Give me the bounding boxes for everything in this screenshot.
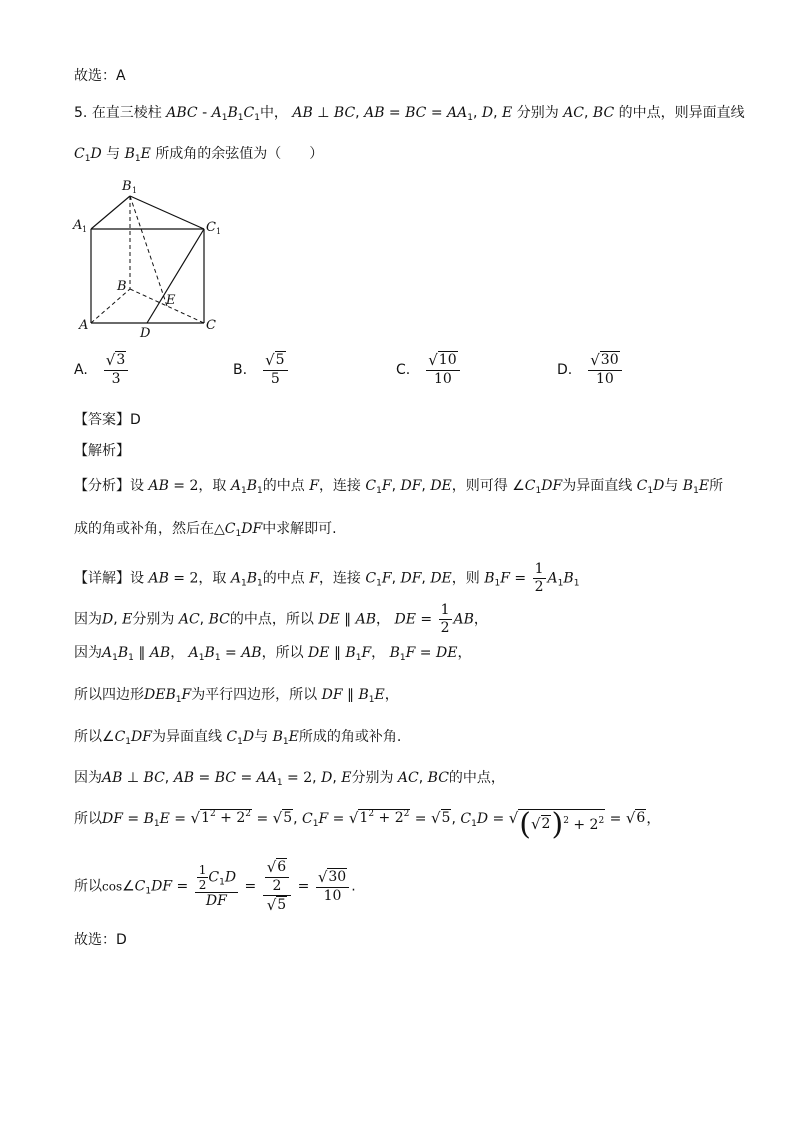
- answer-line: 【答案】D: [74, 412, 141, 428]
- detail-line-3: 因为$A_1B_1$ ∥ AB， $A_1B_1$ = AB，所以 DE ∥ $B_1F$， $B_1F$ = DE，: [74, 645, 472, 663]
- label-e: E: [166, 293, 176, 308]
- detail-line-2: 因为D, E分别为 AC, BC的中点，所以 DE ∥ AB， DE = $\frac{1}{2}$ AB，: [74, 602, 488, 636]
- problem-line-1: 5. 在直三棱柱 ABC - $A_1B_1C_1$中， AB ⊥ BC, AB = BC = $AA_1$, D, E 分别为 AC, BC 的中点，则异面直线: [74, 105, 745, 123]
- label-b1: B: [122, 179, 132, 194]
- option-d[interactable]: D. √ 30 10: [557, 351, 624, 388]
- detail-line-8: 所以$\cos\angle C_1DF$ = $\frac{1}{2}$ $C_1D$ DF = √ 6 2 √ 5 = √ 30 10 .: [74, 858, 356, 914]
- option-b[interactable]: B. √ 5 5: [233, 351, 290, 388]
- option-c[interactable]: C. √ 10 10: [396, 351, 462, 388]
- jiexi-heading: 【解析】: [74, 443, 130, 459]
- label-a1: A: [73, 218, 83, 233]
- label-c1: C: [206, 220, 216, 235]
- detail-line-1: 【详解】设 AB = 2，取 $A_1B_1$的中点 F，连接 $C_1F$, DF, DE，则 $B_1F$ = $\frac{1}{2}$ $A_1B_1$: [74, 561, 580, 595]
- detail-line-6: 因为AB ⊥ BC, AB = BC = $AA_1 = 2$, D, E分别为 AC, BC的中点，: [74, 770, 505, 788]
- problem-line-2: $C_1D$ 与 $B_1E$ 所成角的余弦值为（ ）: [74, 146, 324, 164]
- detail-line-5: 所以$\angle C_1DF$为异面直线 $C_1D$与 $B_1E$所成的角或补角.: [74, 729, 402, 747]
- analysis-line-1: 【分析】设 AB = 2，取 $A_1B_1$的中点 F，连接 $C_1F$, DF, DE，则可得 $\angle C_1DF$为异面直线 $C_1D$与 $B_1E$所: [74, 478, 724, 496]
- label-d: D: [140, 326, 151, 341]
- conclusion: 故选：D: [74, 932, 127, 948]
- answer-value: D: [130, 412, 141, 428]
- svg-text:1: 1: [82, 225, 88, 234]
- svg-text:1: 1: [216, 227, 222, 236]
- prev-answer: 故选：A: [74, 68, 126, 84]
- label-b: B: [117, 279, 127, 294]
- detail-line-4: 所以四边形$DEB_1F$为平行四边形，所以 DF ∥ $B_1E$，: [74, 687, 399, 705]
- option-a[interactable]: A. √ 3 3: [74, 351, 130, 388]
- label-a: A: [79, 318, 89, 333]
- analysis-line-2: 成的角或补角，然后在$\triangle C_1DF$中求解即可.: [74, 521, 337, 539]
- label-c: C: [206, 318, 216, 333]
- detail-line-7: 所以DF = $B_1E$ = √ $1^2 + 2^2$ = √ 5 , $C_1F$ = √ $1^2 + 2^2$ = √ 5 , $C_1D$ = √ ( √ 2 )$^2 + 2^2$ = √ 6 ，: [74, 807, 661, 842]
- svg-text:1: 1: [132, 186, 138, 195]
- prism-figure: [72, 172, 232, 342]
- problem-number: 5.: [74, 105, 88, 121]
